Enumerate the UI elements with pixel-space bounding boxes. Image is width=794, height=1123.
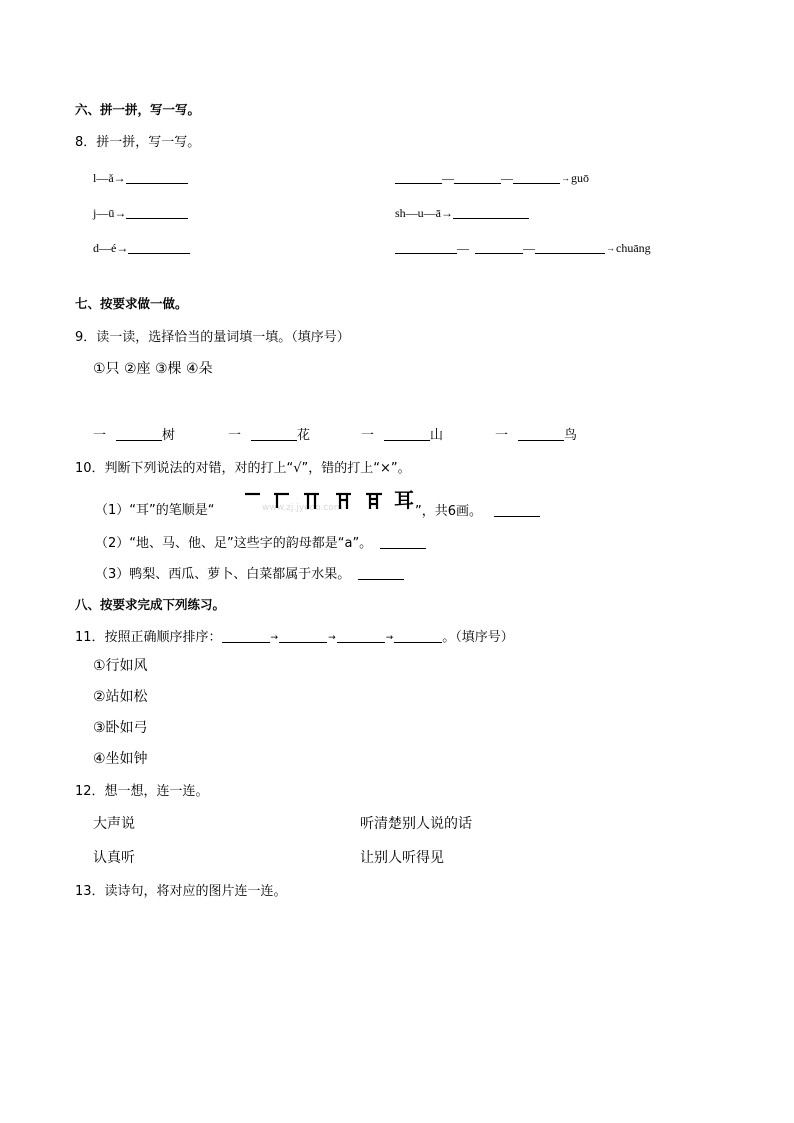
pinyin-guo: guō (571, 171, 589, 185)
answer-blank[interactable] (513, 171, 560, 184)
q8-prompt: 8．拼一拼，写一写。 (75, 135, 201, 150)
dash: — (501, 171, 513, 185)
stroke-order-4 (334, 489, 354, 511)
answer-blank[interactable] (535, 241, 605, 254)
answer-blank[interactable] (454, 171, 501, 184)
q11-option-3: ③卧如弓 (93, 720, 148, 736)
answer-blank[interactable] (358, 567, 404, 580)
q11-prompt-suffix: 。（填序号） (442, 630, 514, 645)
pinyin-d-e: d—é→ (93, 241, 129, 255)
yi-label: 一 (228, 428, 242, 443)
answer-blank[interactable] (384, 428, 430, 441)
q8-left-row-1 (93, 171, 188, 184)
q9-item-bird (495, 428, 577, 442)
q11-option-1: ①行如风 (93, 658, 148, 674)
item-3-text: （3）鸭梨、西瓜、萝卜、白菜都属于水果。 (95, 567, 351, 582)
watermark: www.zj.jyeoo.com (262, 503, 343, 513)
q8-right-row-3 (395, 241, 651, 254)
pinyin-sh-u-a: sh—u—ā→ (395, 206, 453, 220)
answer-blank[interactable] (394, 630, 442, 643)
dash: — (457, 241, 469, 255)
stroke-order-5 (364, 489, 386, 511)
answer-blank[interactable] (126, 171, 188, 184)
q10-item-3 (95, 567, 404, 581)
q8-left-row-2 (93, 206, 188, 219)
answer-blank[interactable] (395, 171, 442, 184)
stroke-order-3 (302, 489, 322, 511)
pinyin-j-u: j—ū→ (93, 206, 127, 220)
q9-item-flower (228, 428, 310, 442)
answer-blank[interactable] (279, 630, 327, 643)
q9-item-tree (93, 428, 175, 442)
answer-blank[interactable] (380, 536, 426, 549)
q12-prompt: 12．想一想，连一连。 (75, 784, 209, 799)
noun-label: 山 (430, 428, 444, 443)
noun-label: 花 (297, 428, 311, 443)
item-2-text: （2）“地、马、他、足”这些字的韵母都是“a”。 (95, 536, 373, 551)
dash: — (442, 171, 454, 185)
q12-left-2[interactable]: 认真听 (93, 850, 135, 866)
answer-blank[interactable] (128, 241, 190, 254)
q10-item-2 (95, 536, 426, 550)
q9-options: ①只 ②座 ③棵 ④朵 (93, 361, 213, 377)
arrow-icon: → (328, 633, 336, 643)
q10-item-1-post (415, 504, 540, 518)
q9-item-mountain (361, 428, 443, 442)
answer-blank[interactable] (475, 241, 523, 254)
pinyin-chuang: chuāng (616, 241, 651, 255)
answer-blank[interactable] (494, 504, 540, 517)
section-7-heading: 七、按要求做一做。 (75, 296, 188, 311)
q8-right-row-2 (395, 206, 529, 219)
answer-blank[interactable] (116, 428, 162, 441)
yi-label: 一 (93, 428, 107, 443)
item-1-post-text: ”，共6画。 (415, 504, 483, 519)
pinyin-l-a: l—ǎ→ (93, 171, 126, 185)
answer-blank[interactable] (518, 428, 564, 441)
q11-prompt-text: 11．按照正确顺序排序： (75, 630, 222, 645)
q12-right-1[interactable]: 听清楚别人说的话 (360, 816, 472, 832)
q8-right-row-1 (395, 171, 589, 184)
stroke-order-6: 耳 (394, 488, 414, 512)
q13-prompt: 13．读诗句，将对应的图片连一连。 (75, 884, 287, 899)
q9-prompt: 9．读一读，选择恰当的量词填一填。（填序号） (75, 330, 350, 345)
q12-left-1[interactable]: 大声说 (93, 816, 135, 832)
q12-right-2[interactable]: 让别人听得见 (360, 850, 444, 866)
arrow-icon: → (561, 173, 570, 183)
noun-label: 鸟 (564, 428, 578, 443)
q11-prompt (75, 630, 514, 644)
q11-option-4: ④坐如钟 (93, 751, 148, 767)
yi-label: 一 (495, 428, 509, 443)
stroke-order-1 (243, 489, 263, 511)
answer-blank[interactable] (126, 206, 188, 219)
q11-option-2: ②站如松 (93, 689, 148, 705)
noun-label: 树 (162, 428, 176, 443)
answer-blank[interactable] (251, 428, 297, 441)
arrow-icon: → (385, 633, 394, 643)
arrow-icon: → (270, 633, 279, 643)
q10-prompt: 10．判断下列说法的对错，对的打上“√”，错的打上“×”。 (75, 461, 411, 476)
yi-label: 一 (361, 428, 375, 443)
answer-blank[interactable] (337, 630, 385, 643)
answer-blank[interactable] (453, 206, 529, 219)
section-6-heading: 六、拼一拼，写一写。 (75, 102, 201, 117)
arrow-icon: → (606, 243, 615, 253)
stroke-order-2 (272, 489, 292, 511)
q10-item-1-pre: （1）“耳”的笔顺是“ (95, 503, 215, 518)
q8-left-row-3 (93, 241, 190, 254)
dash: — (523, 241, 535, 255)
answer-blank[interactable] (395, 241, 457, 254)
answer-blank[interactable] (222, 630, 270, 643)
section-8-heading: 八、按要求完成下列练习。 (75, 597, 226, 612)
